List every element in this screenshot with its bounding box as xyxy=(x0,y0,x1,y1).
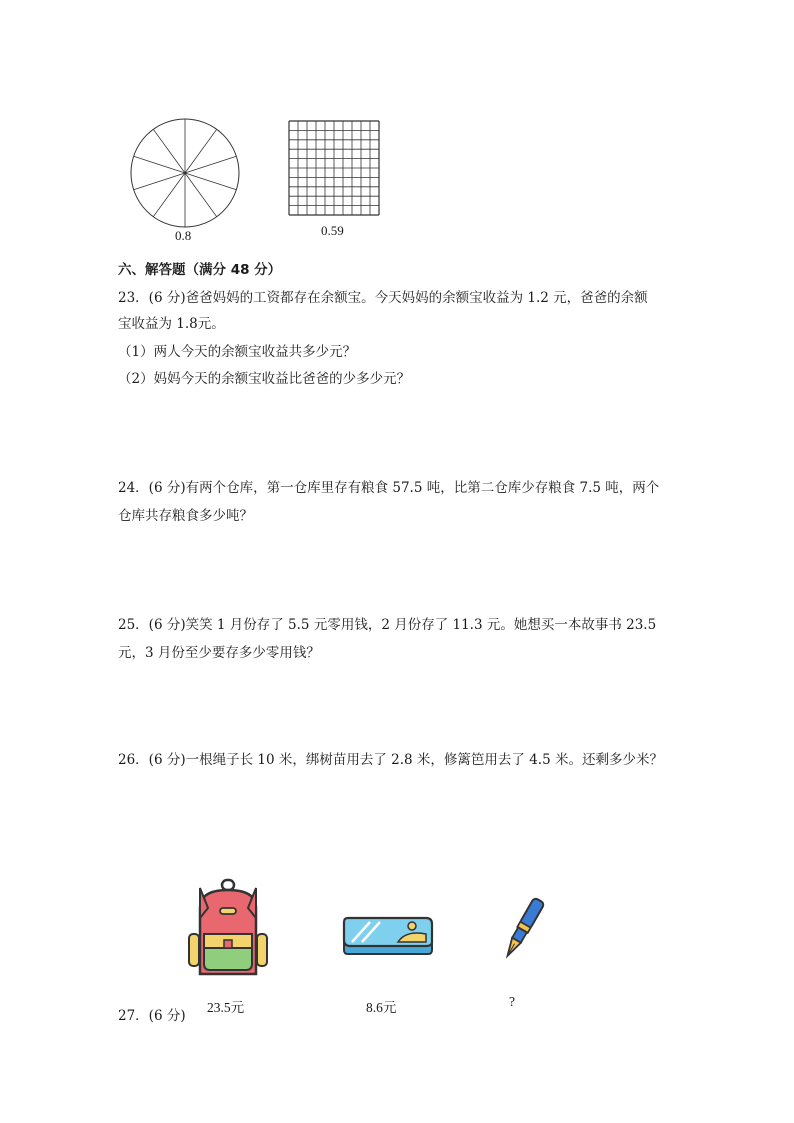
backpack-icon xyxy=(188,878,268,976)
q24-line1: 24．(6 分)有两个仓库，第一仓库里存有粮食 57.5 吨，比第二仓库少存粮食 7.5 吨，两个 xyxy=(118,480,660,496)
q23-sub2: （2）妈妈今天的余额宝收益比爸爸的少多少元？ xyxy=(118,371,411,387)
q25-line1: 25．(6 分)笑笑 1 月份存了 5.5 元零用钱，2 月份存了 11.3 元。她想买一本故事书 23.5 xyxy=(118,617,657,633)
hundred-grid-figure xyxy=(288,120,380,216)
q24-line2: 仓库共存粮食多少吨？ xyxy=(118,508,253,524)
fountain-pen-icon xyxy=(500,894,546,964)
pencil-case-price: 8.6元 xyxy=(366,1000,397,1015)
backpack-price: 23.5元 xyxy=(207,1000,245,1015)
q25-line2: 元，3 月份至少要存多少零用钱？ xyxy=(118,645,320,661)
pencil-case-icon xyxy=(340,912,436,956)
q27-label: 27．(6 分) xyxy=(118,1008,186,1024)
section-title: 六、解答题（满分 48 分） xyxy=(118,262,282,278)
q26-line1: 26．(6 分)一根绳子长 10 米，绑树苗用去了 2.8 米，修篱笆用去了 4.5 米。还剩多少米？ xyxy=(118,752,663,768)
q23-sub1: （1）两人今天的余额宝收益共多少元？ xyxy=(118,344,357,360)
circle-caption: 0.8 xyxy=(175,228,192,243)
pen-price: ? xyxy=(509,994,515,1009)
circle-fraction-figure xyxy=(128,116,242,230)
q23-line2: 宝收益为 1.8元。 xyxy=(118,316,225,332)
q23-line1: 23．(6 分)爸爸妈妈的工资都存在余额宝。今天妈妈的余额宝收益为 1.2 元，爸爸的余额 xyxy=(118,290,648,306)
grid-caption: 0.59 xyxy=(321,223,344,238)
